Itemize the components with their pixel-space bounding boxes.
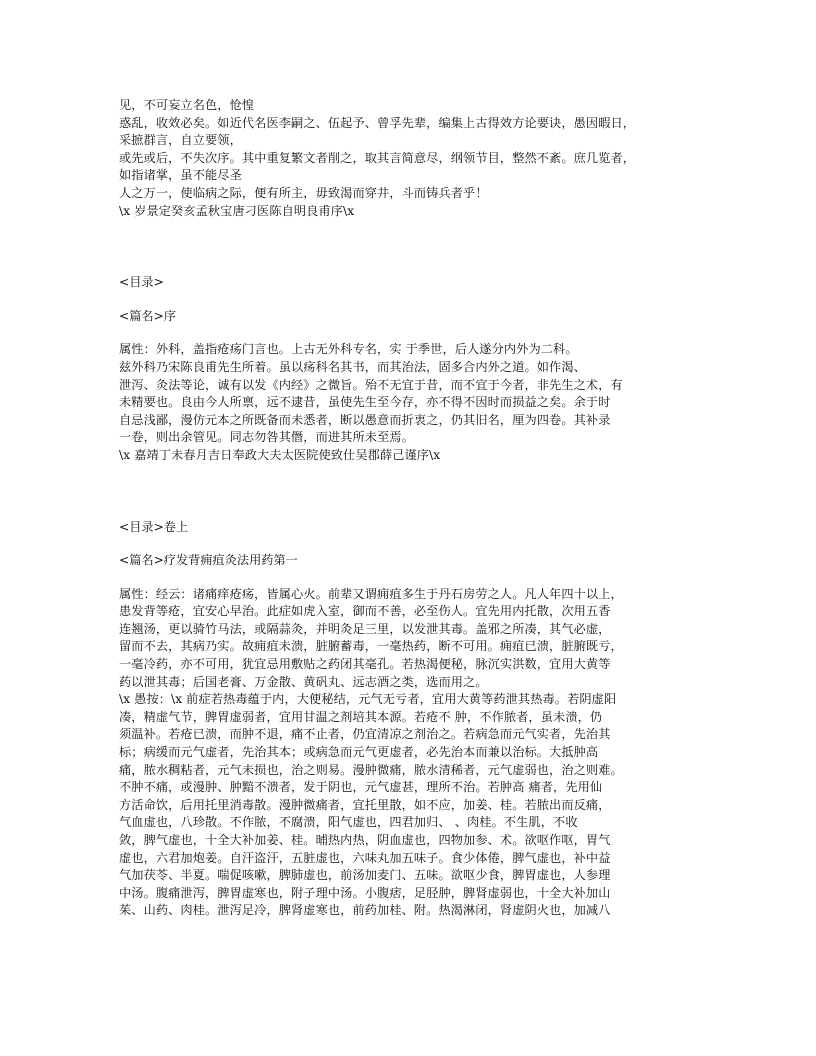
text-line: 自忌浅鄙，漫仿元本之所既备而未悉者，断以愚意而折衷之，仍其旧名，厘为四卷。其补录 bbox=[119, 412, 611, 427]
text-line: 茱、山药、肉桂。泄泻足冷，脾肾虚寒也，前药加桂、附。热渴淋闭，肾虚阴火也，加减八 bbox=[119, 903, 611, 918]
toc-heading: <目录> bbox=[119, 275, 164, 290]
chapter-title: <篇名>序 bbox=[119, 308, 176, 323]
text-line: 一卷，则出余管见。同志勿咎其僭，而进其所未至焉。 bbox=[119, 430, 414, 445]
text-line: 属性：经云：诸痛痒疮疡，皆属心火。前辈又谓痈疽多生于丹石房劳之人。凡人年四十以上， bbox=[119, 586, 623, 601]
text-line: 痛，脓水稠粘者，元气未损也，治之则易。漫肿微痛，脓水清稀者，元气虚弱也，治之则难。 bbox=[119, 762, 623, 777]
chapter-title: <篇名>疗发背痈疽灸法用药第一 bbox=[119, 553, 298, 568]
document-page bbox=[119, 97, 699, 920]
text-line: 须温补。若疮已溃，而肿不退，痛不止者，仍宜清凉之剂治之。若病急而元气实者，先治其 bbox=[119, 727, 611, 742]
text-line: 泄泻、灸法等论，诚有以发《内经》之微旨。殆不无宜于昔，而不宜于今者，非先生之术，有 bbox=[119, 377, 623, 392]
text-line: 属性：外科，盖指疮疡门言也。上古无外科专名，实 于季世，后人遂分内外为二科。 bbox=[119, 342, 578, 357]
text-line: 气加茯苓、半夏。喘促咳嗽，脾肺虚也，前汤加麦门、五味。欲呕少食，脾胃虚也，人参理 bbox=[119, 868, 611, 883]
text-line: 方活命饮，后用托里消毒散。漫肿微痛者，宜托里散，如不应，加姜、桂。若脓出而反痛， bbox=[119, 797, 611, 812]
text-line: 气血虚也，八珍散。不作脓，不腐溃，阳气虚也，四君加归、 、肉桂。不生肌，不收 bbox=[119, 815, 578, 830]
preface-tail bbox=[119, 97, 699, 220]
text-line: 留而不去，其病乃实。故痈疽未溃，脏腑蓄毒，一毫热药，断不可用。痈疽已溃，脏腑既亏， bbox=[119, 639, 623, 654]
text-line: 如指诸掌，虽不能尽圣 bbox=[119, 168, 242, 183]
text-line: 惑乱，收效必矣。如近代名医李嗣之、伍起予、曾孚先辈，编集上古得效方论要诀，愚因暇日， bbox=[119, 115, 636, 130]
text-line: 一毫冷药，亦不可用，犹宜忌用敷贴之药闭其毫孔。若热渴便秘，脉沉实洪数，宜用大黄等 bbox=[119, 657, 611, 672]
text-line: 或先或后，不失次序。其中重复繁文者削之，取其言简意尽，纲领节目，整然不紊。庶几览者， bbox=[119, 150, 636, 165]
text-line: 兹外科乃宋陈良甫先生所着。虽以疡科名其书，而其治法，固多合内外之道。如作渴、 bbox=[119, 359, 586, 374]
text-line: 药以泄其毒；后国老膏、万金散、黄矾丸、远志酒之类，选而用之。 bbox=[119, 674, 488, 689]
text-line: 虚也，六君加炮姜。自汗盗汗，五脏虚也，六味丸加五味子。食少体倦，脾气虚也，补中益 bbox=[119, 850, 611, 865]
section-body bbox=[119, 341, 699, 464]
text-line: 患发背等疮，宜安心早治。此症如虎入室，御而不善，必至伤人。宜先用内托散，次用五香 bbox=[119, 604, 611, 619]
text-line: 采摭群言，自立要领， bbox=[119, 133, 242, 148]
text-line: 敛，脾气虚也，十全大补加姜、桂。晡热内热，阴血虚也，四物加参、术。欲呕作呕，胃气 bbox=[119, 833, 611, 847]
text-line: 不肿不痛，或漫肿、肿黯不溃者，发于阴也，元气虚甚，理所不治。若肿高 痛者，先用仙 bbox=[119, 780, 603, 795]
text-line: \x 愚按：\x 前症若热毒蕴于内，大便秘结，元气无亏者，宜用大黄等药泄其热毒。若阴虚阳 bbox=[119, 692, 617, 707]
text-line: 标；病缓而元气虚者，先治其本；或病急而元气更虚者，必先治本而兼以治标。大抵肿高 bbox=[119, 745, 599, 760]
text-line: 见，不可妄立名色，怆惶 bbox=[119, 98, 255, 112]
section-body bbox=[119, 586, 699, 920]
signature-line: \x 岁景定癸亥孟秋宝唐刁医陈自明良甫序\x bbox=[119, 203, 355, 218]
text-line: 人之万一，使临病之际，便有所主，毋致渴而穿井，斗而铸兵者乎！ bbox=[119, 185, 488, 200]
text-line: 中汤。腹痛泄泻，脾胃虚寒也，附子理中汤。小腹痞，足胫肿，脾肾虚弱也，十全大补加山 bbox=[119, 885, 611, 900]
toc-heading: <目录>卷上 bbox=[119, 519, 189, 534]
signature-line: \x 嘉靖丁未春月吉日奉政大夫太医院使致仕吴郡薛己谨序\x bbox=[119, 447, 441, 462]
text-line: 未精要也。良由今人所禀，远不逮昔，虽使先生至今存，亦不得不因时而损益之矣。余于时 bbox=[119, 395, 611, 410]
text-line: 连翘汤，更以骑竹马法，或隔蒜灸，并明灸足三里，以发泄其毒。盖邪之所凑，其气必虚， bbox=[119, 621, 611, 636]
text-line: 凑，精虚气节，脾胃虚弱者，宜用甘温之剂培其本源。若疮不 肿，不作脓者，虽未溃，仍 bbox=[119, 709, 603, 724]
